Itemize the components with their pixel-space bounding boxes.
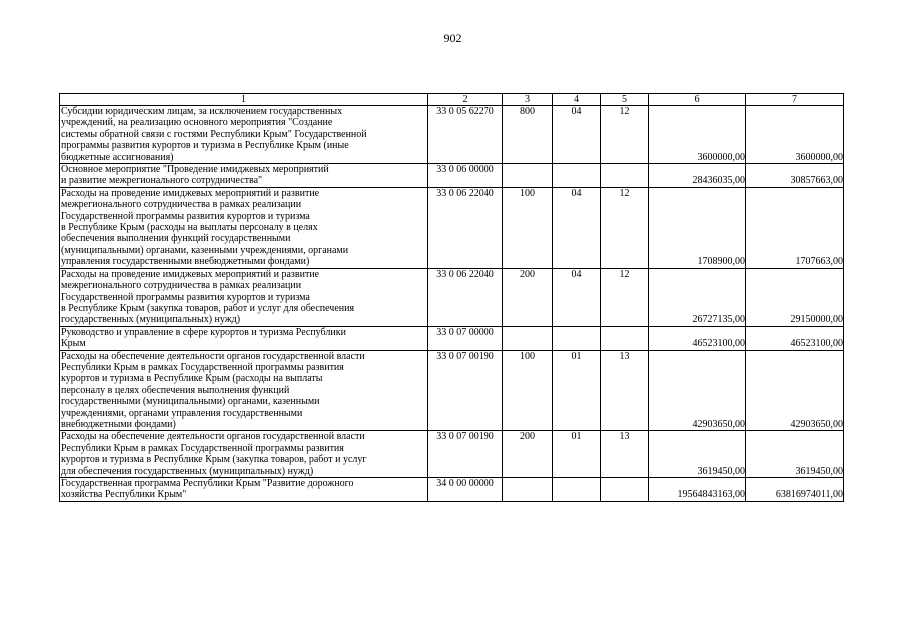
column-number: 2 [428, 94, 503, 106]
description-line: учреждениями, органами управления государственными [61, 407, 303, 419]
table-row [60, 268, 844, 326]
expense-type-code: 100 [503, 187, 553, 268]
description-line: государственными (муниципальными) органами, казенными [61, 396, 320, 408]
description-line: бюджетные ассигнования) [61, 151, 174, 163]
description-line: Государственная программа Республики Крым "Развитие дорожного [61, 478, 354, 489]
description-line: межрегионального сотрудничества в рамках реализации [61, 280, 302, 292]
expense-type-code: 200 [503, 431, 553, 478]
description-line: курортов и туризма в Республике Крым (закупка товаров, работ и услуг [61, 454, 367, 466]
expense-type-code [503, 164, 553, 188]
table-row [60, 106, 844, 164]
table-row [60, 478, 844, 502]
amount-year-1: 3600000,00 [649, 106, 746, 164]
amount-year-1: 42903650,00 [649, 350, 746, 431]
description-line: (муниципальными) органами, казенными учреждениями, органами [61, 244, 349, 256]
description-line: управления государственными внебюджетными фондами) [61, 256, 310, 268]
description-line: Республики Крым в рамках Государственной программы развития [61, 361, 344, 373]
amount-year-1: 28436035,00 [649, 164, 746, 188]
description-line: в Республике Крым (закупка товаров, работ и услуг для обеспечения [61, 302, 355, 314]
target-article-code: 33 0 06 22040 [428, 268, 503, 326]
row-description [60, 187, 428, 268]
page-number: 902 [443, 31, 462, 45]
description-line: Государственной программы развития курортов и туризма [61, 210, 310, 222]
column-number-row [60, 94, 844, 106]
section-code [553, 326, 601, 350]
description-line: Расходы на проведение имиджевых мероприятий и развитие [61, 268, 320, 280]
description-line: учреждений, на реализацию основного мероприятия "Создание [61, 117, 333, 129]
table-body [60, 94, 844, 502]
expense-type-code: 800 [503, 106, 553, 164]
amount-year-1: 26727135,00 [649, 268, 746, 326]
amount-year-2: 42903650,00 [746, 350, 844, 431]
description-line: межрегионального сотрудничества в рамках реализации [61, 199, 302, 211]
amount-year-2: 1707663,00 [746, 187, 844, 268]
column-number: 4 [553, 94, 601, 106]
amount-year-1: 19564843163,00 [649, 478, 746, 502]
description-line: программы развития курортов и туризма в Республике Крым (иные [61, 140, 349, 152]
column-number: 5 [601, 94, 649, 106]
table-row [60, 326, 844, 350]
description-line: и развитие межрегионального сотрудничества" [61, 175, 263, 187]
table-row [60, 164, 844, 188]
description-line: Расходы на обеспечение деятельности органов государственной власти [61, 350, 365, 362]
amount-year-2: 29150000,00 [746, 268, 844, 326]
description-line: Основное мероприятие "Проведение имиджевых мероприятий [61, 164, 329, 176]
section-code: 04 [553, 106, 601, 164]
amount-year-1: 1708900,00 [649, 187, 746, 268]
table-row [60, 431, 844, 478]
description-line: Руководство и управление в сфере курортов и туризма Республики [61, 326, 346, 338]
subsection-code: 13 [601, 350, 649, 431]
amount-year-2: 3619450,00 [746, 431, 844, 478]
expense-type-code: 200 [503, 268, 553, 326]
column-number: 6 [649, 94, 746, 106]
description-line: государственных (муниципальных) нужд) [61, 314, 241, 326]
subsection-code: 13 [601, 431, 649, 478]
subsection-code: 12 [601, 187, 649, 268]
description-line: хозяйства Республики Крым" [61, 489, 187, 501]
description-line: для обеспечения государственных (муниципальных) нужд) [61, 465, 314, 477]
section-code [553, 164, 601, 188]
description-line: Государственной программы развития курортов и туризма [61, 291, 310, 303]
subsection-code: 12 [601, 268, 649, 326]
amount-year-2: 3600000,00 [746, 106, 844, 164]
expense-type-code [503, 478, 553, 502]
target-article-code: 33 0 05 62270 [428, 106, 503, 164]
target-article-code: 34 0 00 00000 [428, 478, 503, 502]
description-line: системы обратной связи с гостями Республики Крым" Государственной [61, 128, 367, 140]
column-number: 3 [503, 94, 553, 106]
target-article-code: 33 0 07 00190 [428, 350, 503, 431]
subsection-code [601, 164, 649, 188]
row-description [60, 431, 428, 478]
target-article-code: 33 0 07 00190 [428, 431, 503, 478]
description-line: внебюджетными фондами) [61, 418, 176, 430]
description-line: курортов и туризма в Республике Крым (расходы на выплаты [61, 373, 323, 385]
row-description [60, 164, 428, 188]
subsection-code [601, 326, 649, 350]
amount-year-2: 46523100,00 [746, 326, 844, 350]
expense-type-code [503, 326, 553, 350]
table-row [60, 350, 844, 431]
expense-type-code: 100 [503, 350, 553, 431]
amount-year-2: 63816974011,00 [746, 478, 844, 502]
subsection-code [601, 478, 649, 502]
description-line: Крым [61, 338, 86, 350]
row-description [60, 106, 428, 164]
row-description [60, 350, 428, 431]
amount-year-1: 46523100,00 [649, 326, 746, 350]
column-number: 7 [746, 94, 844, 106]
row-description [60, 478, 428, 502]
target-article-code: 33 0 07 00000 [428, 326, 503, 350]
description-line: Расходы на обеспечение деятельности органов государственной власти [61, 431, 365, 443]
budget-table [59, 93, 844, 502]
row-description [60, 268, 428, 326]
section-code: 04 [553, 268, 601, 326]
target-article-code: 33 0 06 00000 [428, 164, 503, 188]
column-number: 1 [60, 94, 428, 106]
description-line: Республики Крым в рамках Государственной программы развития [61, 442, 344, 454]
description-line: в Республике Крым (расходы на выплаты персоналу в целях [61, 222, 318, 234]
amount-year-1: 3619450,00 [649, 431, 746, 478]
target-article-code: 33 0 06 22040 [428, 187, 503, 268]
description-line: Субсидии юридическим лицам, за исключением государственных [61, 106, 343, 117]
section-code: 01 [553, 431, 601, 478]
section-code [553, 478, 601, 502]
table-row [60, 187, 844, 268]
section-code: 04 [553, 187, 601, 268]
description-line: Расходы на проведение имиджевых мероприятий и развитие [61, 187, 320, 199]
row-description [60, 326, 428, 350]
amount-year-2: 30857663,00 [746, 164, 844, 188]
section-code: 01 [553, 350, 601, 431]
description-line: персоналу в целях обеспечения выполнения функций [61, 384, 290, 396]
description-line: обеспечения выполнения функций государственными [61, 233, 291, 245]
subsection-code: 12 [601, 106, 649, 164]
